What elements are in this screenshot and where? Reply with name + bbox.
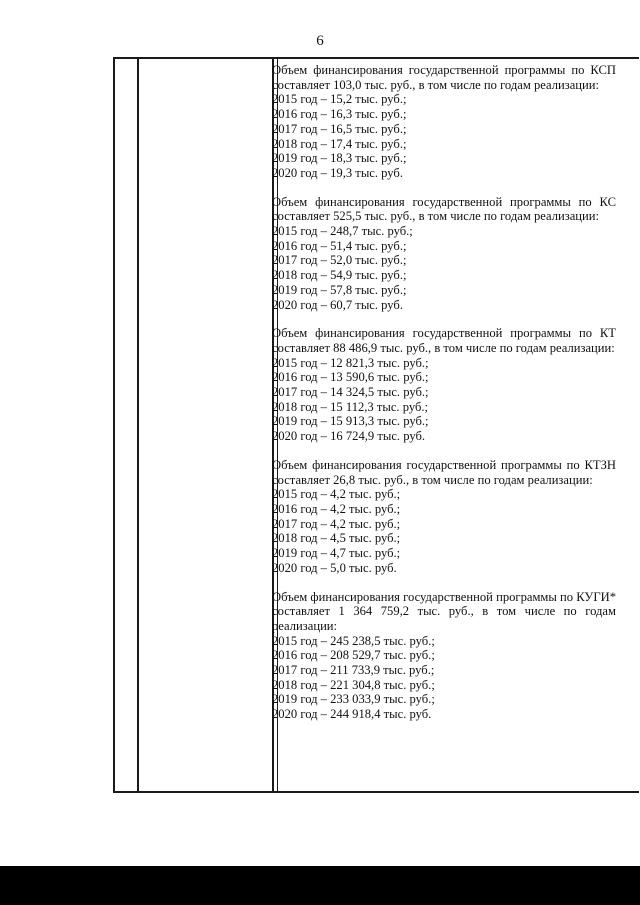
funding-content (272, 63, 616, 736)
year-line: 2019 год – 15 913,3 тыс. руб.; (272, 414, 429, 429)
funding-block-intro: Объем финансирования государственной программы по КТ составляет 88 486,9 тыс. руб., в том числе по годам реализации: (272, 326, 616, 355)
year-line: 2019 год – 57,8 тыс. руб.; (272, 282, 407, 297)
funding-block-ktzn (272, 458, 616, 576)
year-line: 2016 год – 13 590,6 тыс. руб.; (272, 370, 429, 385)
year-line: 2020 год – 5,0 тыс. руб. (272, 560, 397, 575)
year-line: 2018 год – 15 112,3 тыс. руб.; (272, 399, 429, 414)
funding-block-intro: Объем финансирования государственной программы по КС составляет 525,5 тыс. руб., в том числе по годам реализации: (272, 194, 616, 224)
year-line: 2015 год – 15,2 тыс. руб.; (272, 92, 407, 107)
year-line: 2017 год – 4,2 тыс. руб.; (272, 516, 401, 531)
year-line: 2016 год – 208 529,7 тыс. руб.; (272, 648, 435, 663)
year-line: 2017 год – 211 733,9 тыс. руб.; (272, 663, 435, 678)
funding-block-ksp (272, 63, 616, 181)
funding-block-intro: Объем финансирования государственной программы по КСП составляет 103,0 тыс. руб., в том числе по годам реализации: (272, 63, 616, 92)
year-line: 2019 год – 18,3 тыс. руб.; (272, 151, 407, 166)
scan-bottom-edge (0, 866, 640, 905)
year-line: 2015 год – 248,7 тыс. руб.; (272, 224, 413, 239)
funding-block-ks (272, 195, 616, 313)
year-line: 2020 год – 19,3 тыс. руб. (272, 165, 403, 180)
year-line: 2015 год – 12 821,3 тыс. руб.; (272, 355, 429, 370)
year-line: 2020 год – 244 918,4 тыс. руб. (272, 707, 432, 722)
year-line: 2017 год – 14 324,5 тыс. руб.; (272, 385, 429, 400)
year-line: 2018 год – 4,5 тыс. руб.; (272, 531, 401, 546)
year-line: 2016 год – 51,4 тыс. руб.; (272, 238, 407, 253)
year-line: 2019 год – 4,7 тыс. руб.; (272, 546, 401, 561)
year-line: 2018 год – 54,9 тыс. руб.; (272, 268, 407, 283)
page-number: 6 (316, 33, 324, 49)
year-line: 2018 год – 17,4 тыс. руб.; (272, 136, 407, 151)
funding-block-kugi (272, 590, 616, 722)
funding-block-intro: Объем финансирования государственной программы по КТЗН составляет 26,8 тыс. руб., в том числе по годам реализации: (272, 457, 616, 487)
year-line: 2016 год – 4,2 тыс. руб.; (272, 501, 401, 516)
year-line: 2020 год – 60,7 тыс. руб. (272, 297, 403, 312)
year-line: 2015 год – 4,2 тыс. руб.; (272, 487, 401, 502)
funding-block-kt (272, 326, 616, 444)
column-divider (137, 59, 139, 791)
year-line: 2017 год – 16,5 тыс. руб.; (272, 121, 407, 136)
year-line: 2017 год – 52,0 тыс. руб.; (272, 253, 407, 268)
year-line: 2016 год – 16,3 тыс. руб.; (272, 107, 407, 122)
year-line: 2018 год – 221 304,8 тыс. руб.; (272, 677, 435, 692)
year-line: 2015 год – 245 238,5 тыс. руб.; (272, 633, 435, 648)
year-line: 2019 год – 233 033,9 тыс. руб.; (272, 692, 435, 707)
funding-block-intro: Объем финансирования государственной программы по КУГИ* составляет 1 364 759,2 тыс. руб., в том числе по годам реализации: (272, 589, 616, 633)
year-line: 2020 год – 16 724,9 тыс. руб. (272, 429, 426, 444)
